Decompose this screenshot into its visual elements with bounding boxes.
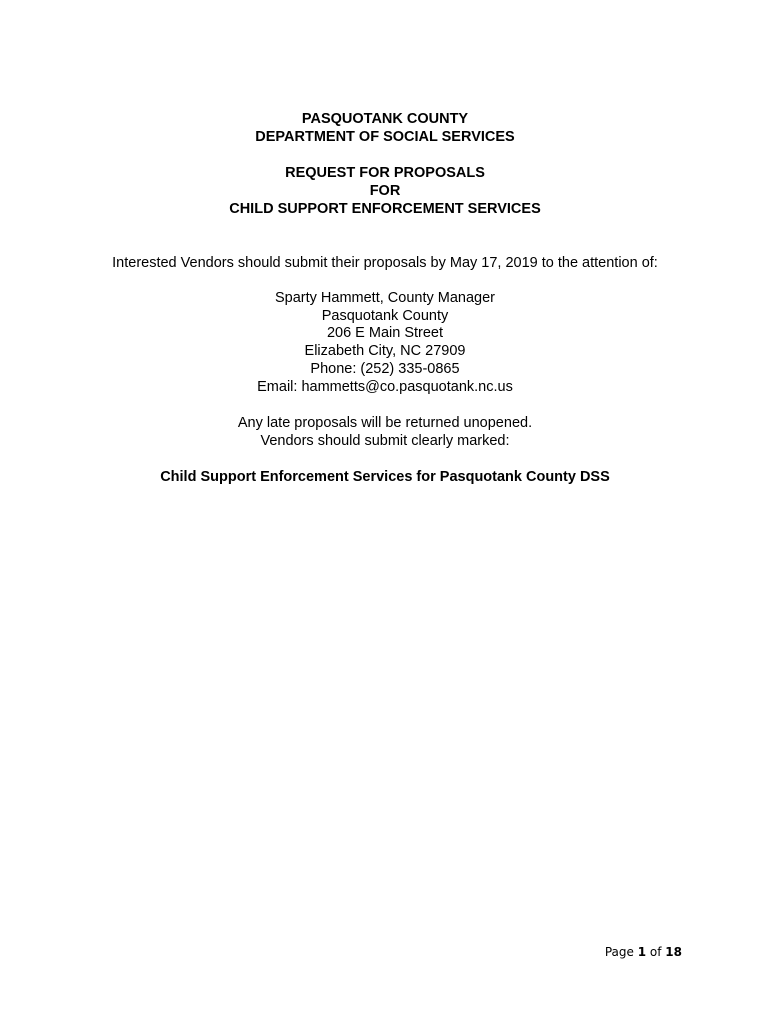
contact-name: Sparty Hammett, County Manager xyxy=(274,290,495,306)
rfp-title: REQUEST FOR PROPOSALS xyxy=(285,165,485,181)
submission-instructions: Interested Vendors should submit their proposals by May 17, 2019 to the attention of: xyxy=(112,255,658,271)
page-number-footer xyxy=(560,944,682,960)
late-proposal-notice: Any late proposals will be returned unopened. xyxy=(237,415,533,431)
contact-phone: Phone: (252) 335-0865 xyxy=(310,361,460,377)
rfp-title-services: CHILD SUPPORT ENFORCEMENT SERVICES xyxy=(229,201,541,217)
envelope-marking: Child Support Enforcement Services for Pasquotank County DSS xyxy=(160,469,610,485)
contact-organization: Pasquotank County xyxy=(321,308,449,324)
total-page-count: 18 xyxy=(665,945,682,959)
marking-instructions: Vendors should submit clearly marked: xyxy=(260,433,510,449)
of-word: of xyxy=(649,945,662,959)
contact-street: 206 E Main Street xyxy=(326,325,444,341)
current-page-number: 1 xyxy=(637,945,647,959)
contact-email: Email: hammetts@co.pasquotank.nc.us xyxy=(257,379,513,395)
rfp-title-for: FOR xyxy=(369,183,401,199)
page-word: Page xyxy=(604,945,634,959)
department-heading: DEPARTMENT OF SOCIAL SERVICES xyxy=(255,129,515,145)
county-heading: PASQUOTANK COUNTY xyxy=(301,111,469,127)
contact-city: Elizabeth City, NC 27909 xyxy=(304,343,466,359)
